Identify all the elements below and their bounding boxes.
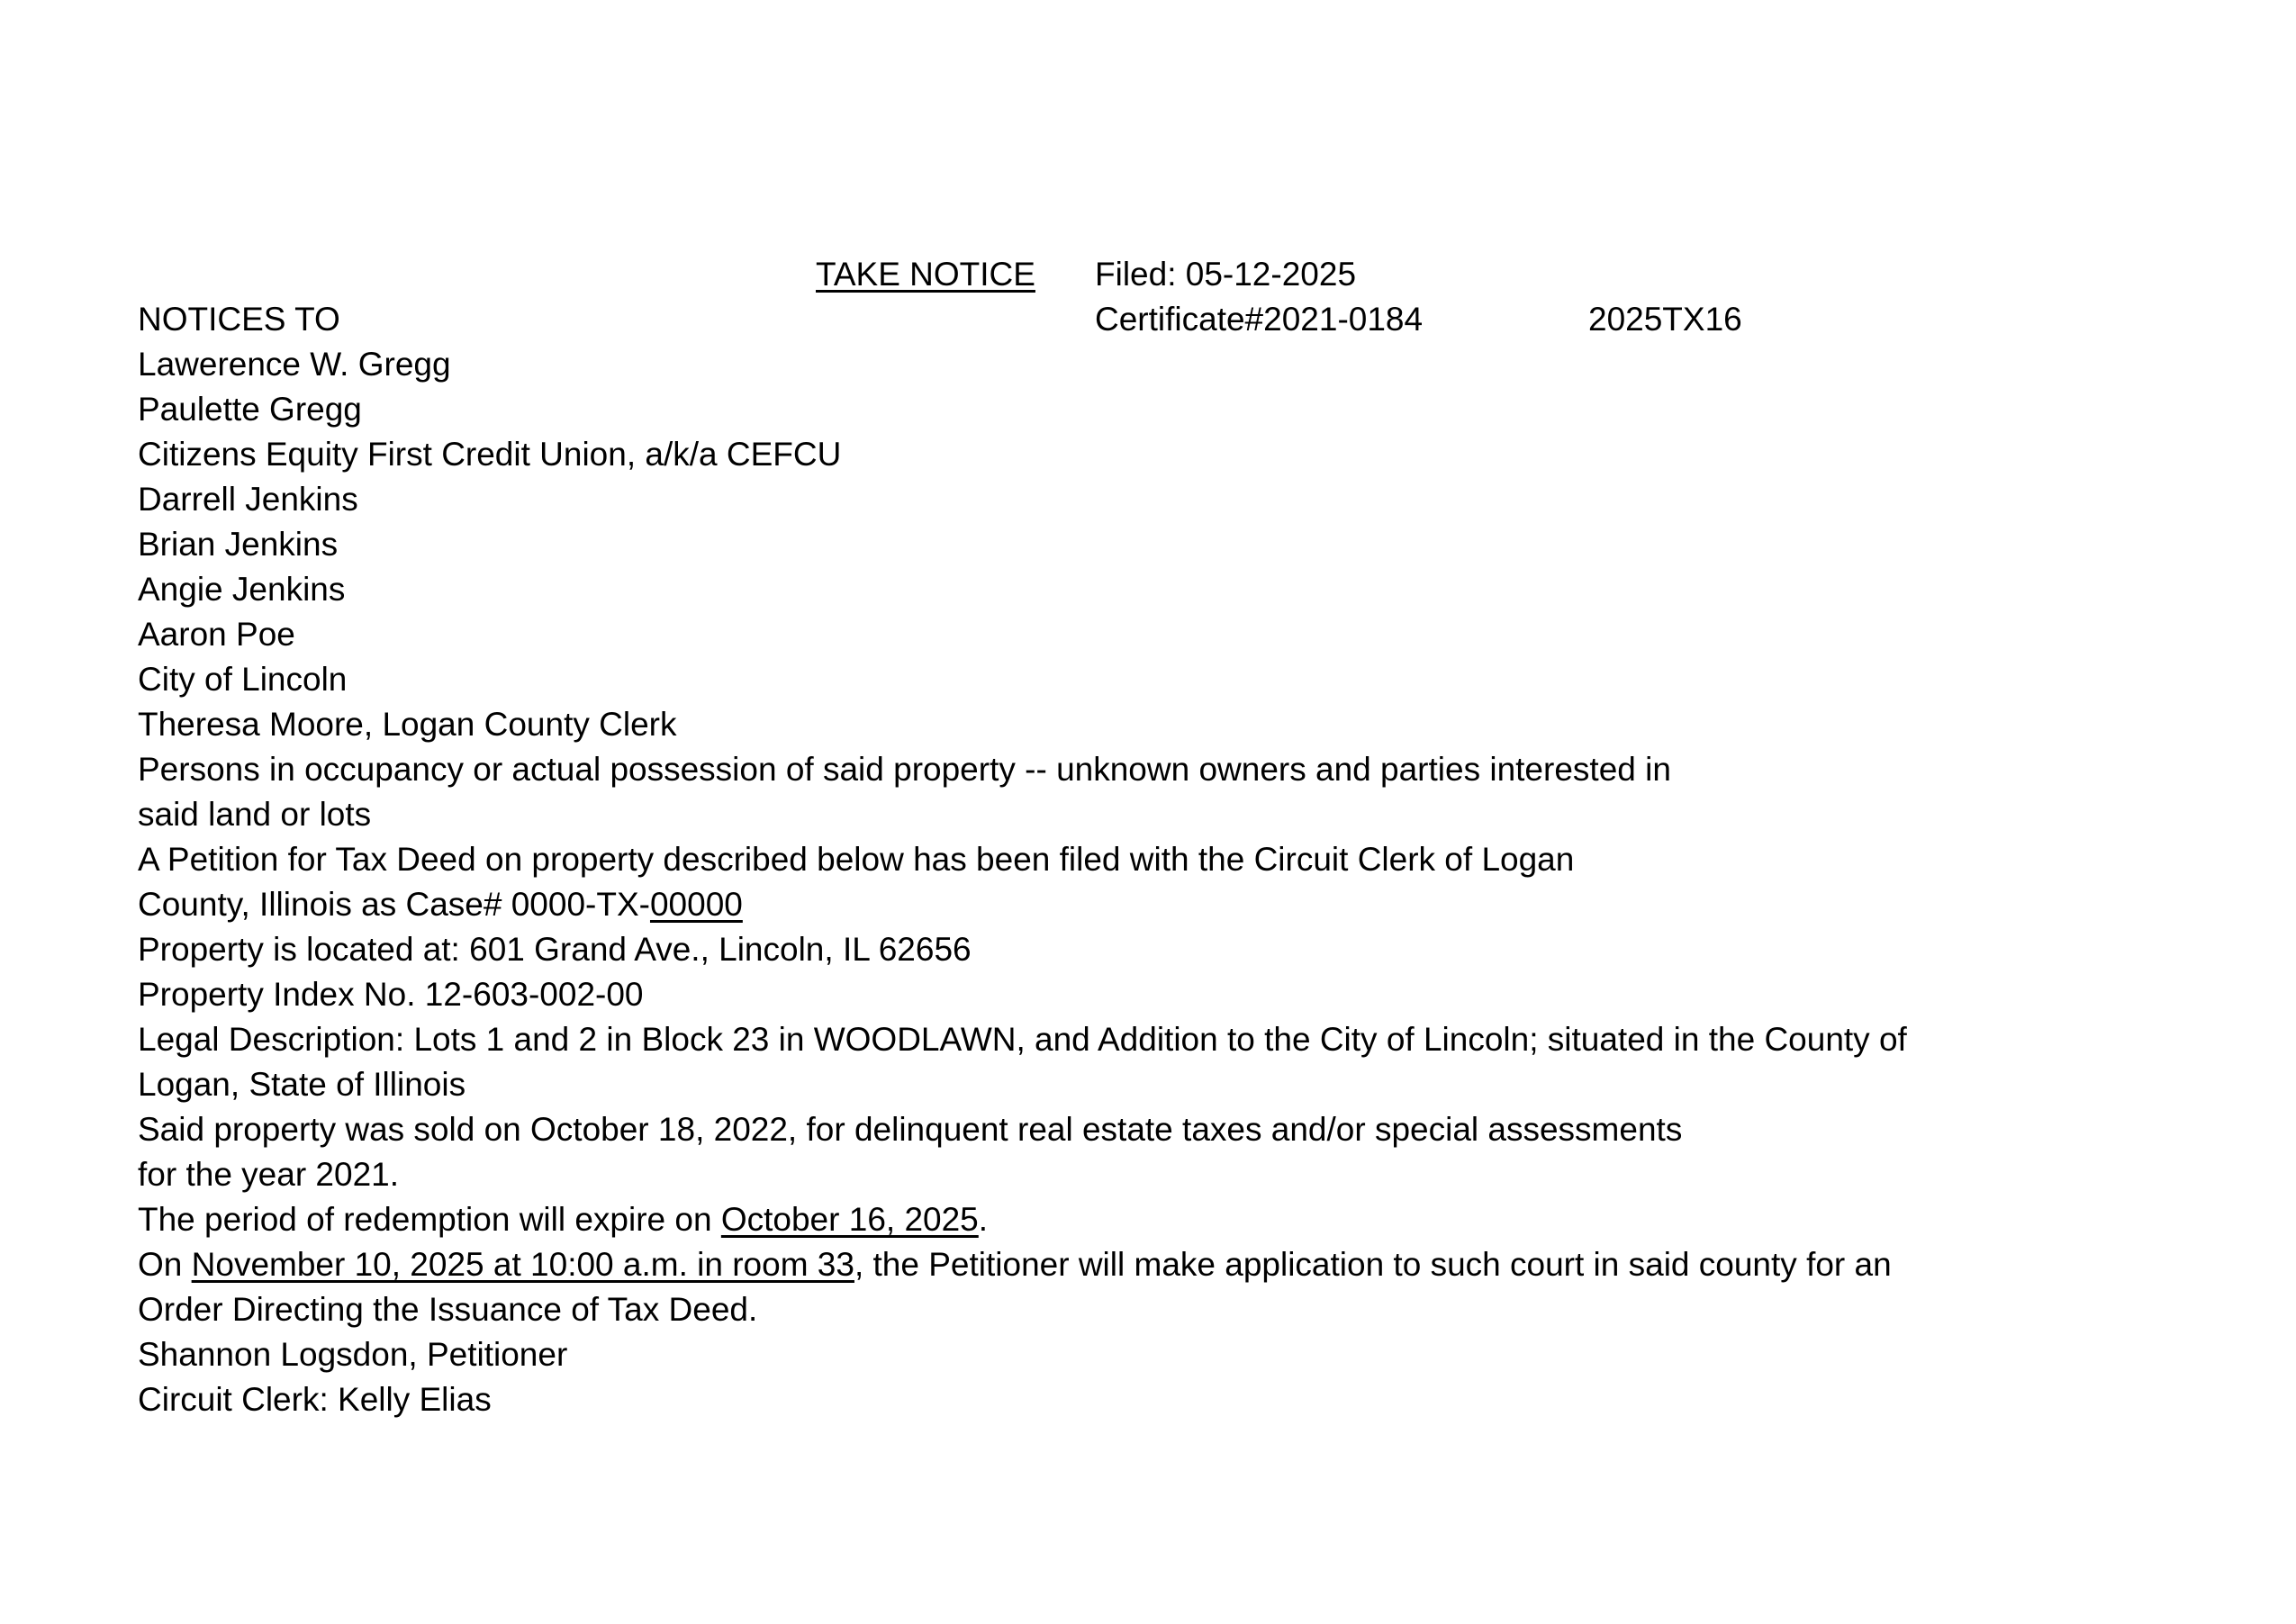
document-line xyxy=(138,387,2296,432)
document-line xyxy=(138,747,2296,792)
document-line xyxy=(138,1377,2296,1422)
text-segment: Persons in occupancy or actual possession of said property -- unknown owners and parties interested in xyxy=(138,751,1671,788)
text-segment: for the year 2021. xyxy=(138,1156,400,1193)
text-segment: A Petition for Tax Deed on property described below has been filed with the Circuit Clerk of Logan xyxy=(138,841,1575,878)
text-segment: Paulette Gregg xyxy=(138,391,362,428)
document-line xyxy=(138,972,2296,1017)
take-notice-title: TAKE NOTICE xyxy=(816,256,1035,293)
filed-date: Filed: 05-12-2025 xyxy=(1095,256,1357,293)
text-segment: Theresa Moore, Logan County Clerk xyxy=(138,706,677,743)
header-row-2 xyxy=(138,297,2296,342)
document-line xyxy=(138,1107,2296,1152)
document-line xyxy=(138,1332,2296,1377)
text-segment: Angie Jenkins xyxy=(138,571,346,608)
document-line xyxy=(138,702,2296,747)
text-segment: Legal Description: Lots 1 and 2 in Block 23 in WOODLAWN, and Addition to the City of Lincoln; situated in the County of xyxy=(138,1021,1907,1058)
document-line xyxy=(138,432,2296,477)
document-line xyxy=(138,1242,2296,1287)
document-line xyxy=(138,1017,2296,1062)
text-segment: Brian Jenkins xyxy=(138,526,339,563)
text-segment: Shannon Logsdon, Petitioner xyxy=(138,1336,568,1373)
header-row-1 xyxy=(138,252,2296,297)
text-segment: The period of redemption will expire on xyxy=(138,1201,721,1238)
text-segment: Citizens Equity First Credit Union, a/k/a CEFCU xyxy=(138,436,842,473)
document-line xyxy=(138,882,2296,927)
text-segment: Property is located at: 601 Grand Ave., Lincoln, IL 62656 xyxy=(138,931,972,968)
document-line xyxy=(138,522,2296,567)
document-line xyxy=(138,567,2296,612)
notices-to-label: NOTICES TO xyxy=(138,301,340,338)
text-segment: Aaron Poe xyxy=(138,616,295,653)
underlined-text: 00000 xyxy=(649,886,743,923)
text-segment: Property Index No. 12-603-002-00 xyxy=(138,976,644,1013)
text-segment: City of Lincoln xyxy=(138,661,348,698)
document-line xyxy=(138,342,2296,387)
document-line xyxy=(138,1152,2296,1197)
text-segment: , the Petitioner will make application to such court in said county for an xyxy=(854,1246,1892,1283)
document-line xyxy=(138,927,2296,972)
case-year-number: 2025TX16 xyxy=(1588,301,1742,338)
text-segment: Order Directing the Issuance of Tax Deed. xyxy=(138,1291,758,1328)
document-line xyxy=(138,837,2296,882)
document-line xyxy=(138,1197,2296,1242)
text-segment: Lawerence W. Gregg xyxy=(138,346,451,383)
document-line xyxy=(138,792,2296,837)
document-line xyxy=(138,1287,2296,1332)
underlined-text: October 16, 2025 xyxy=(720,1201,979,1238)
notice-document xyxy=(138,252,2296,1422)
underlined-text: November 10, 2025 at 10:00 a.m. in room 33 xyxy=(191,1246,854,1283)
text-segment: On xyxy=(138,1246,192,1283)
text-segment: Darrell Jenkins xyxy=(138,481,358,518)
document-line xyxy=(138,657,2296,702)
document-line xyxy=(138,1062,2296,1107)
text-segment: Circuit Clerk: Kelly Elias xyxy=(138,1381,492,1418)
certificate-number: Certificate#2021-0184 xyxy=(1095,301,1424,338)
document-body xyxy=(138,342,2296,1422)
document-line xyxy=(138,477,2296,522)
text-segment: County, Illinois as Case# 0000-TX- xyxy=(138,886,650,923)
text-segment: Logan, State of Illinois xyxy=(138,1066,466,1103)
document-line xyxy=(138,612,2296,657)
text-segment: Said property was sold on October 18, 2022, for delinquent real estate taxes and/or special assessments xyxy=(138,1111,1683,1148)
text-segment: said land or lots xyxy=(138,796,372,833)
text-segment: . xyxy=(978,1201,989,1238)
